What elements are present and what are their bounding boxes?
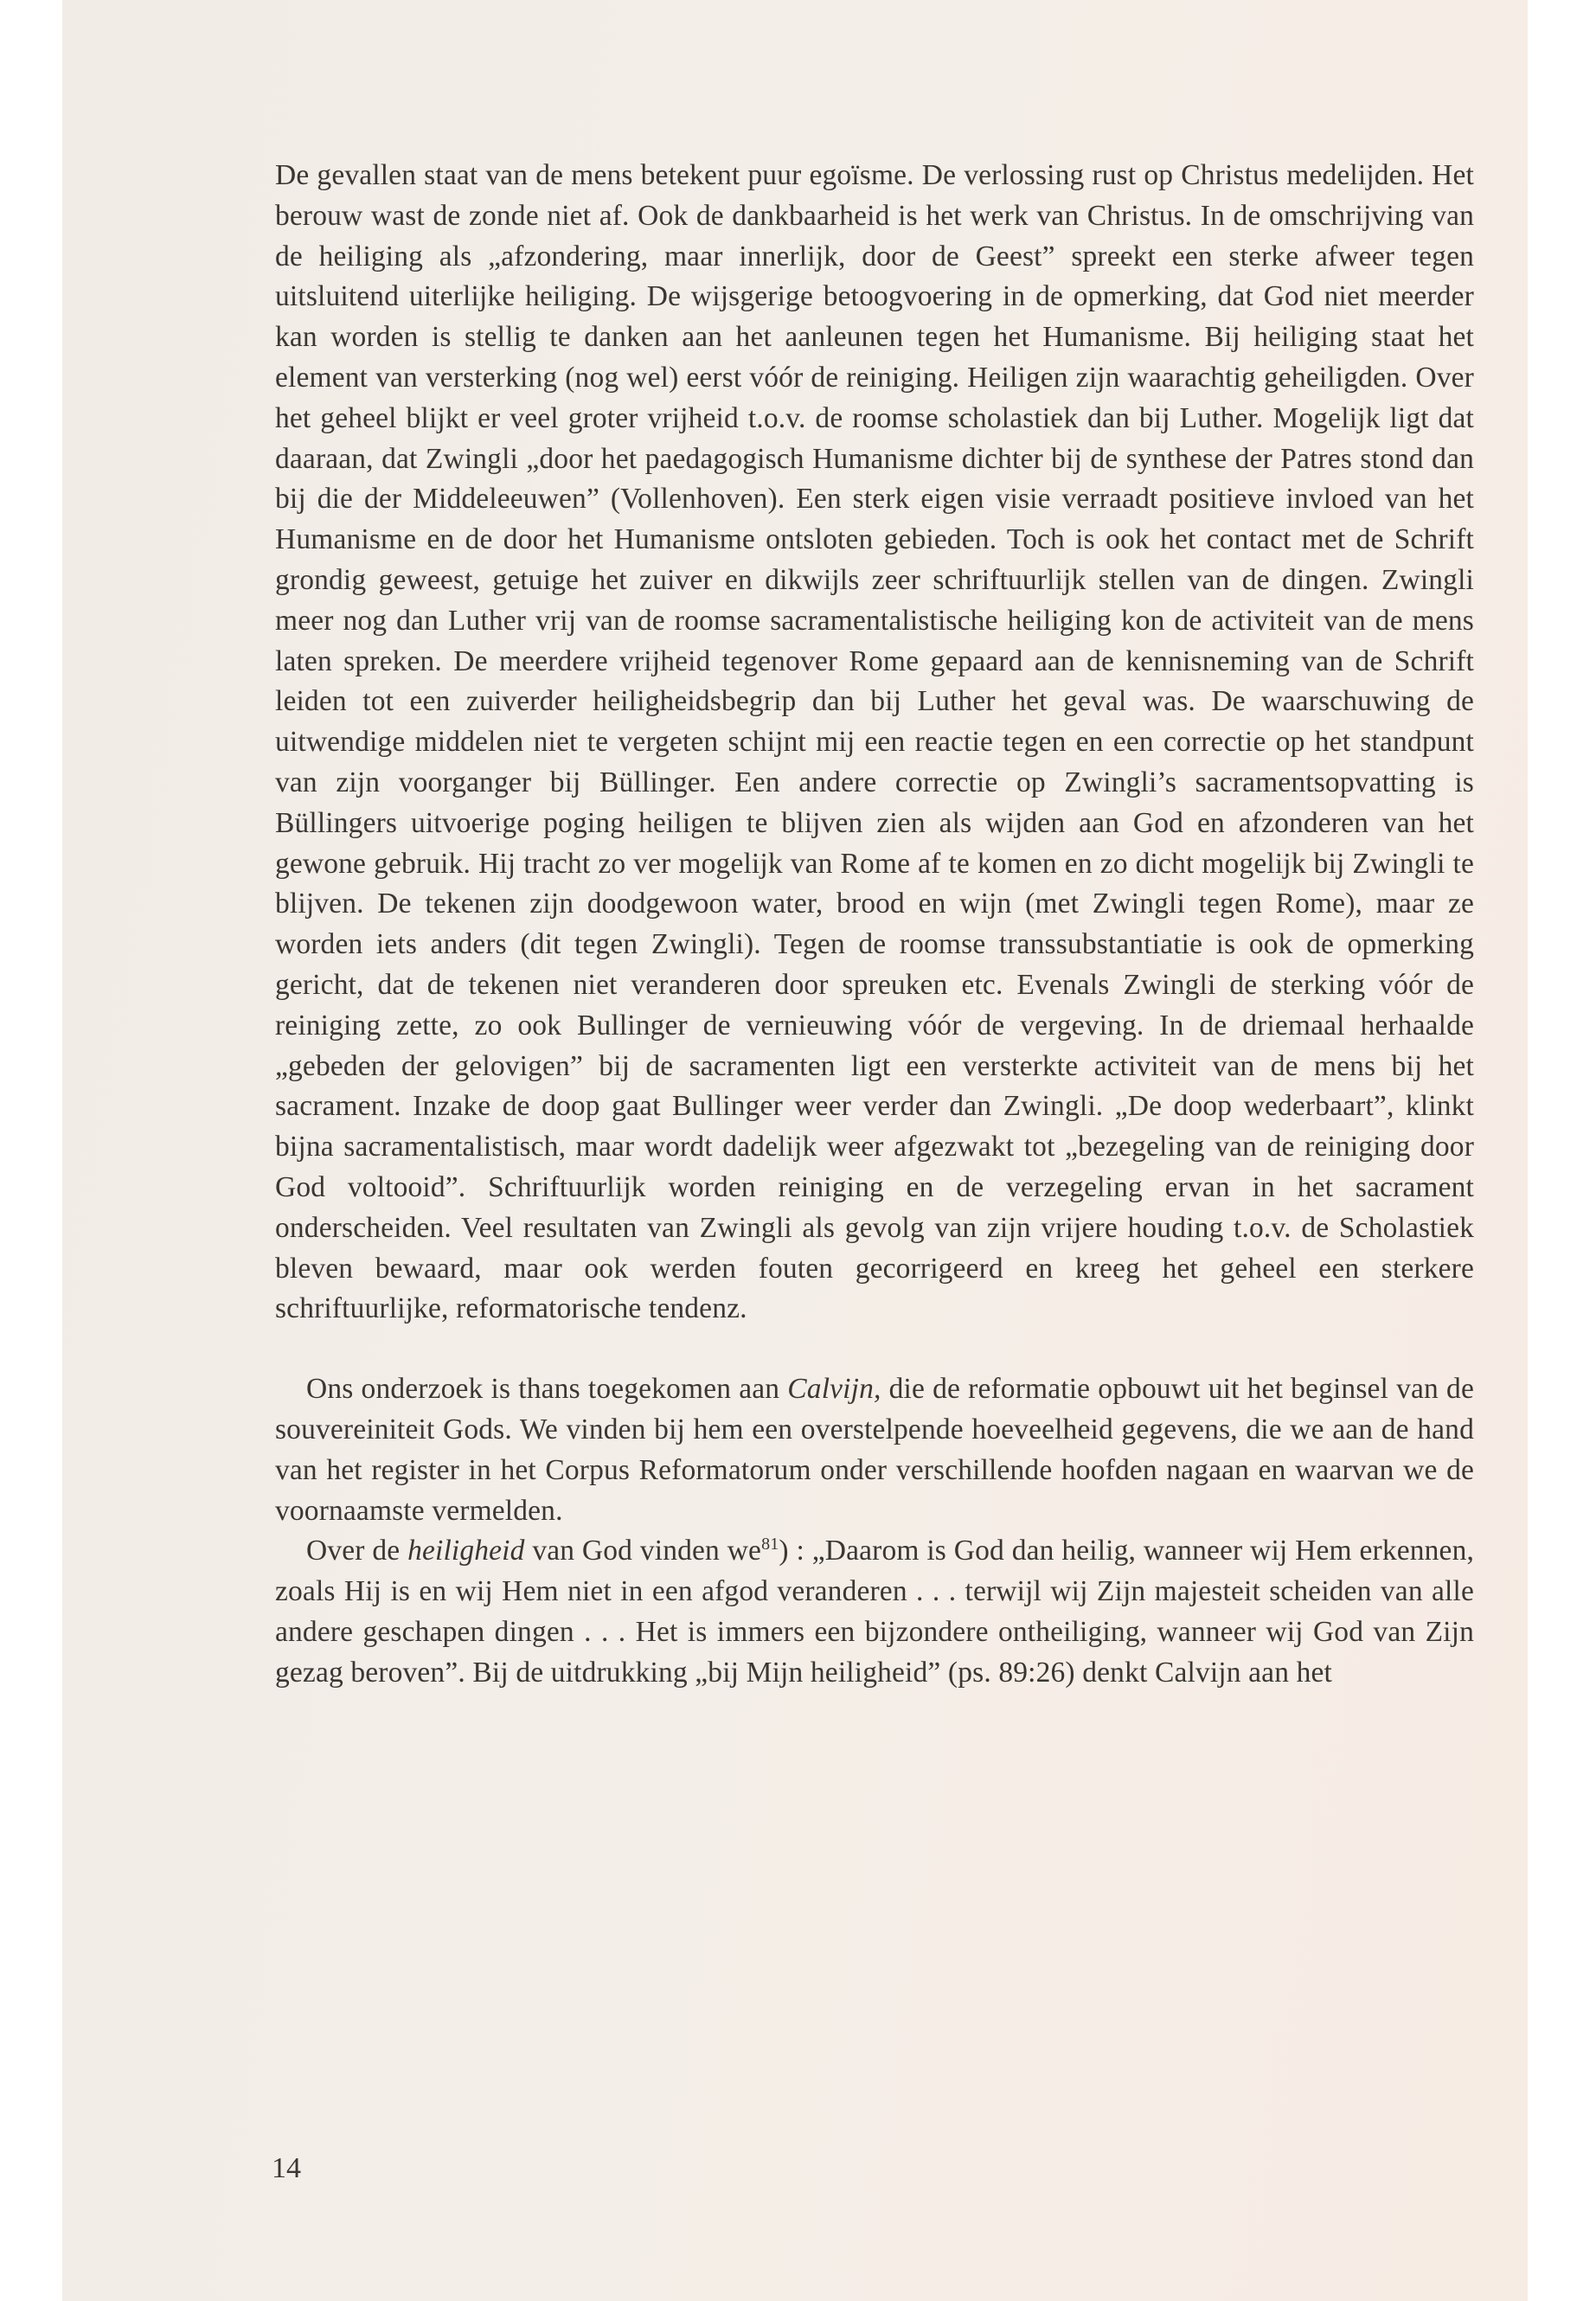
page-sheet bbox=[62, 0, 1528, 2301]
text-run: Over de bbox=[306, 1535, 408, 1567]
text-run: die de reformatie opbouwt uit het beginsel van de souvereiniteit Gods. We vinden bij hem een overstelpende hoeveelheid gegevens, die we aan de hand van het register in het Corpus Reformatorum onder verschillende hoofden nagaan en waarvan we de voornaamste vermelden. bbox=[275, 1373, 1474, 1527]
text-run: ) : „Daarom is God dan heilig, wanneer wij Hem erkennen, zoals Hij is en wij Hem niet in een afgod veranderen . . . terwijl wij Zijn majesteit scheiden van alle andere geschapen dingen . . . Het is immers een bijzondere ontheiliging, wanneer wij God van Zijn gezag beroven”. Bij de uitdrukking „bij Mijn heiligheid” (ps. 89:26) denkt Calvijn aan het bbox=[275, 1535, 1474, 1689]
italic-heiligheid: heiligheid bbox=[407, 1535, 525, 1567]
paragraph-heiligheid bbox=[275, 1531, 1474, 1693]
paragraph-calvijn-intro bbox=[275, 1369, 1474, 1531]
page-number: 14 bbox=[272, 2152, 301, 2184]
body-text bbox=[275, 156, 1474, 1693]
paragraph-bullinger-summary: De gevallen staat van de mens betekent puur egoïsme. De verlossing rust op Christus medelijden. Het berouw wast de zonde niet af. Ook de dankbaarheid is het werk van Christus. In de omschrijving van de heiliging als „afzondering, maar innerlijk, door de Geest” spreekt een sterke afweer tegen uitsluitend uiterlijke heiliging. De wijsgerige betoogvoering in de opmerking, dat God niet meerder kan worden is stellig te danken aan het aanleunen tegen het Humanisme. Bij heiliging staat het element van versterking (nog wel) eerst vóór de reiniging. Heiligen zijn waarachtig geheiligden. Over het geheel blijkt er veel groter vrijheid t.o.v. de roomse scholastiek dan bij Luther. Mogelijk ligt dat daaraan, dat Zwingli „door het paedagogisch Humanisme dichter bij de synthese der Patres stond dan bij die der Middeleeuwen” (Vollenhoven). Een sterk eigen visie verraadt positieve invloed van het Humanisme en de door het Humanisme ontsloten gebieden. Toch is ook het contact met de Schrift grondig geweest, getuige het zuiver en dikwijls zeer schriftuurlijk stellen van de dingen. Zwingli meer nog dan Luther vrij van de roomse sacramentalistische heiliging kon de activiteit van de mens laten spreken. De meerdere vrijheid tegenover Rome gepaard aan de kennisneming van de Schrift leiden tot een zuiverder heiligheidsbegrip dan bij Luther het geval was. De waarschuwing de uitwendige middelen niet te vergeten schijnt mij een reactie tegen en een correctie op het standpunt van zijn voorganger bij Büllinger. Een andere correctie op Zwingli’s sacramentsopvatting is Büllingers uitvoerige poging heiligen te blijven zien als wijden aan God en afzonderen van het gewone gebruik. Hij tracht zo ver mogelijk van Rome af te komen en zo dicht mogelijk bij Zwingli te blijven. De tekenen zijn doodgewoon water, brood en wijn (met Zwingli tegen Rome), maar ze worden iets anders (dit tegen Zwingli). Tegen de roomse transsubstantiatie is ook de opmerking gericht, dat de tekenen niet veranderen door spreuken etc. Evenals Zwingli de sterking vóór de reiniging zette, zo ook Bullinger de vernieuwing vóór de vergeving. In de driemaal herhaalde „gebeden der gelovigen” bij de sacramenten ligt een versterkte activiteit van de mens bij het sacrament. Inzake de doop gaat Bullinger weer verder dan Zwingli. „De doop wederbaart”, klinkt bijna sacramentalistisch, maar wordt dadelijk weer afgezwakt tot „bezegeling van de reiniging door God voltooid”. Schriftuurlijk worden reiniging en de verzegeling ervan in het sacrament onderscheiden. Veel resultaten van Zwingli als gevolg van zijn vrijere houding t.o.v. de Scholastiek bleven bewaard, maar ook werden fouten gecorrigeerd en kreeg het geheel een sterkere schriftuurlijke, reformatorische tendenz. bbox=[275, 159, 1474, 1325]
italic-calvijn: Calvijn, bbox=[787, 1373, 881, 1406]
footnote-ref: 81 bbox=[761, 1535, 779, 1554]
text-run: van God vinden we bbox=[524, 1535, 762, 1567]
paragraph-gap bbox=[275, 1330, 1474, 1369]
text-run: Ons onderzoek is thans toegekomen aan bbox=[306, 1373, 788, 1406]
